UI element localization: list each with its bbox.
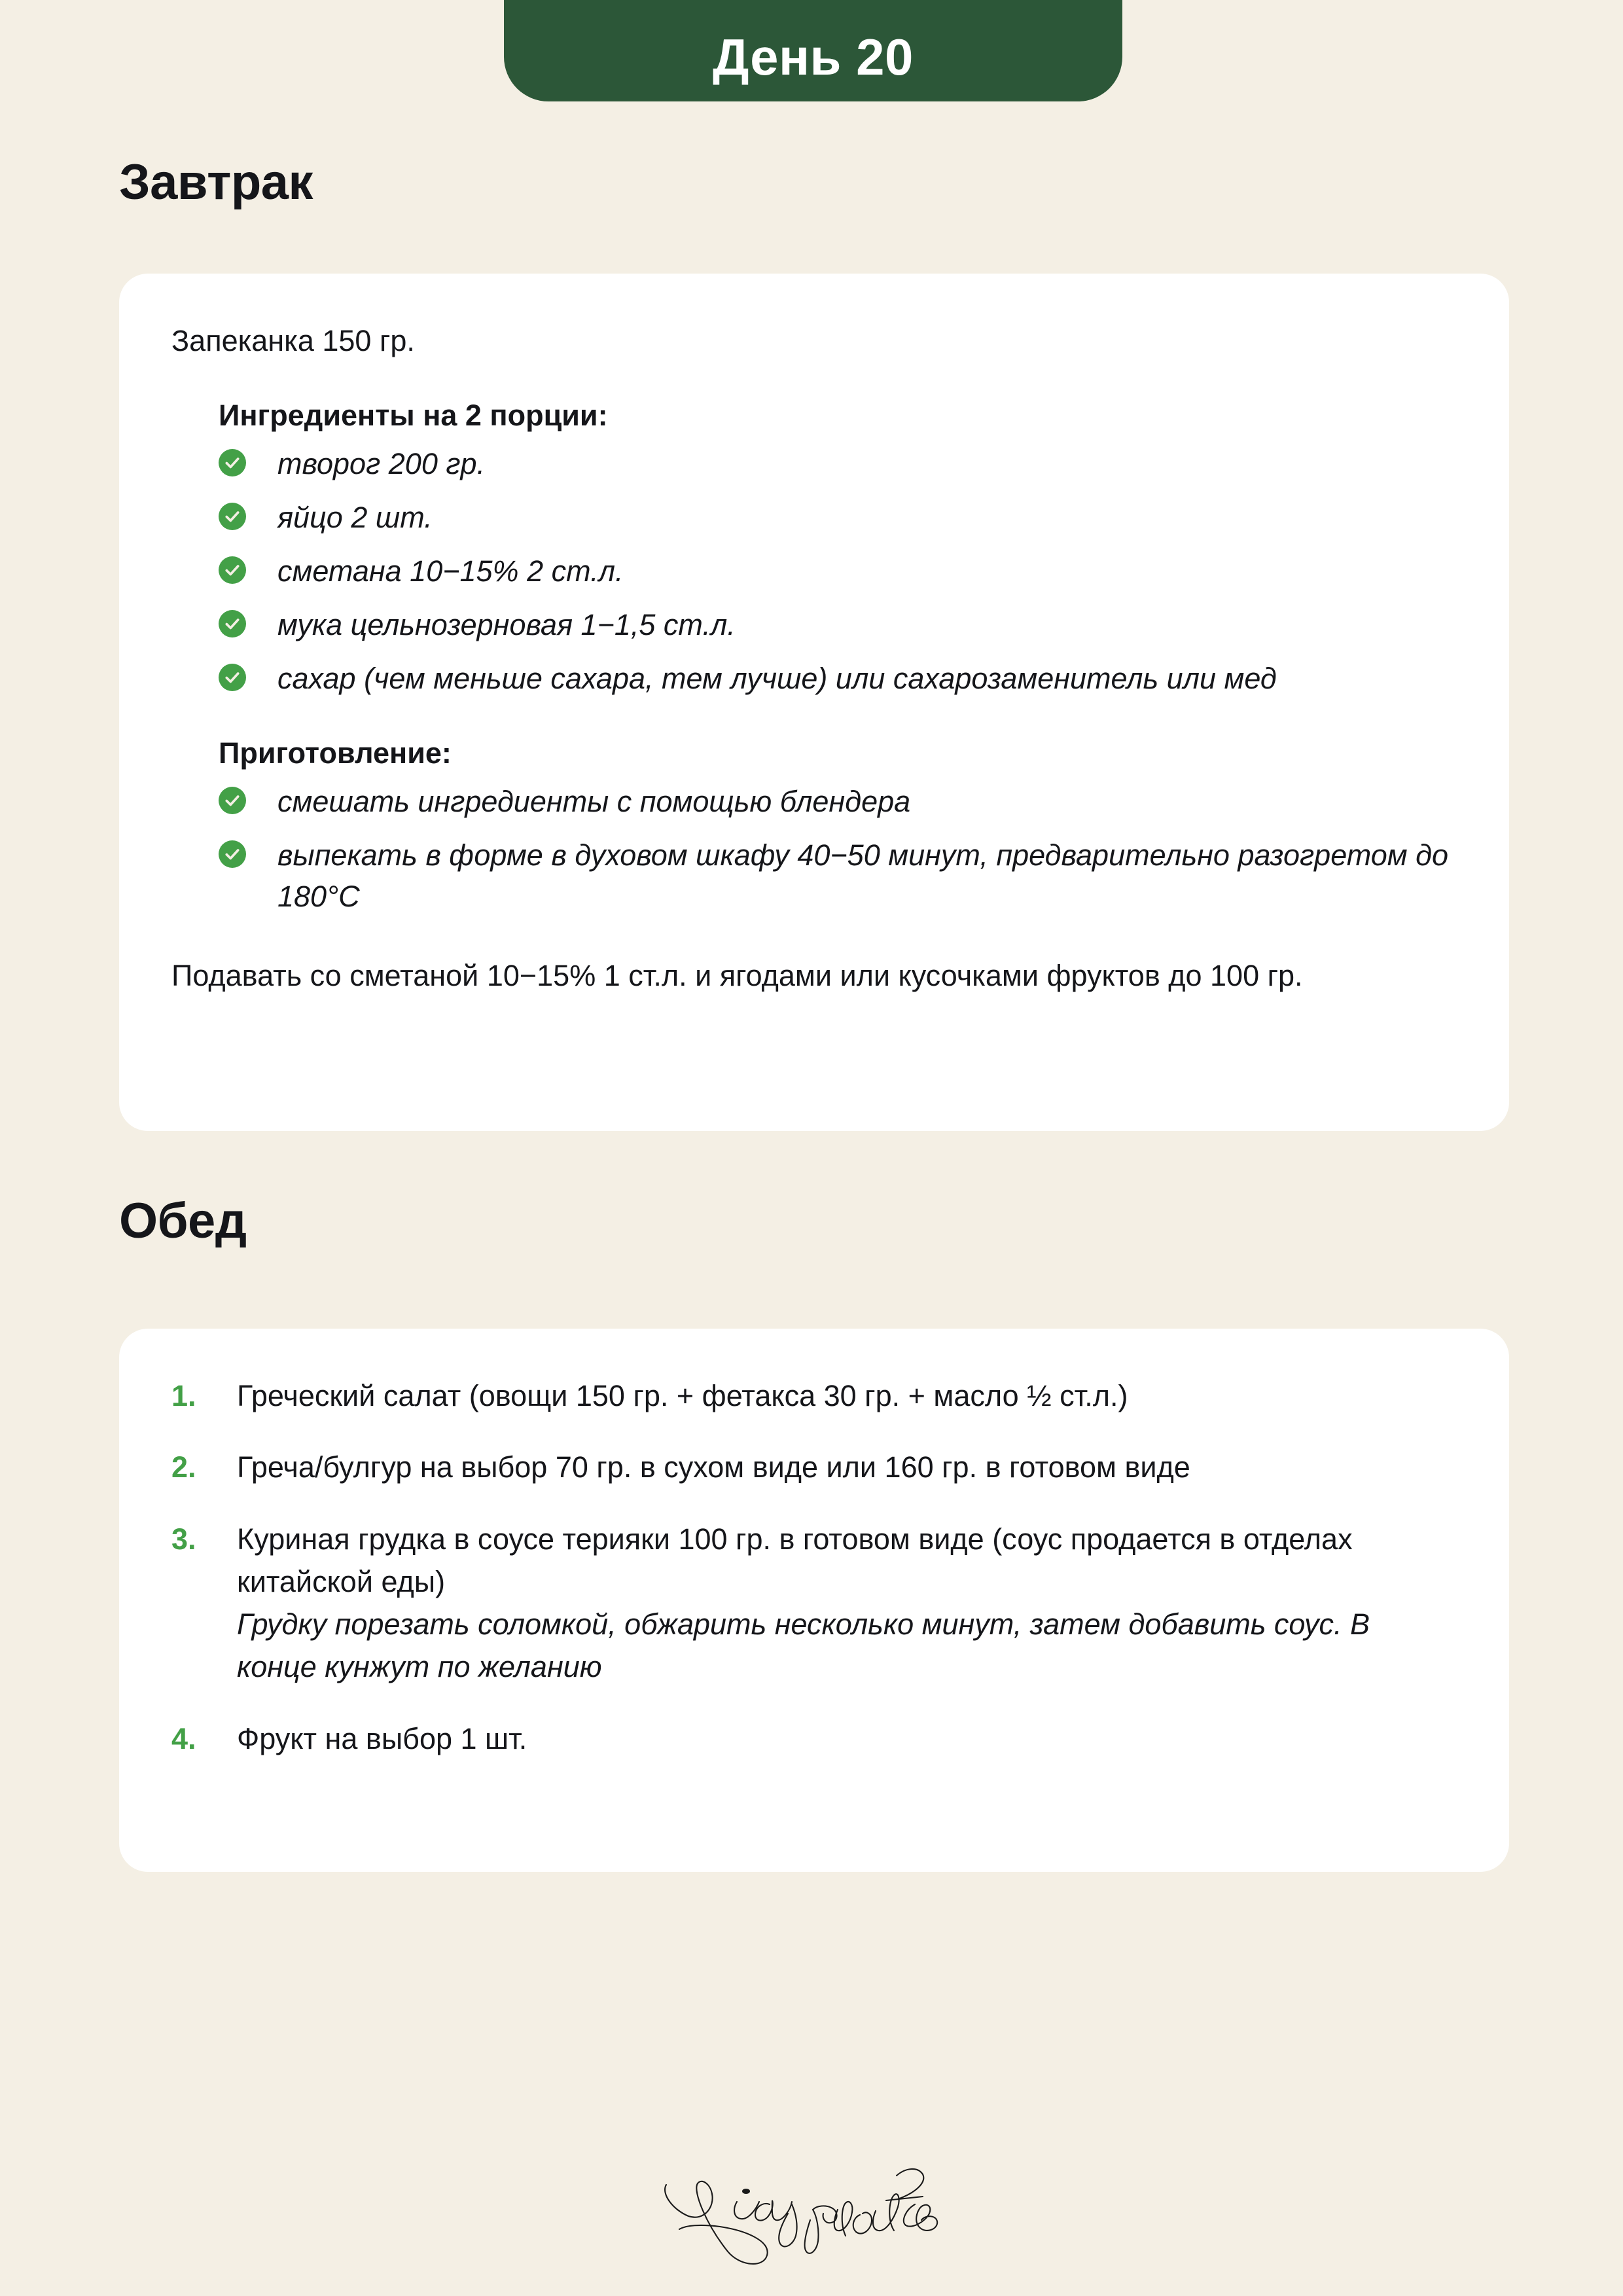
preparation-item — [219, 781, 1457, 823]
lunch-card-content — [119, 1329, 1509, 1760]
lunch-item-text: Куриная грудка в соусе терияки 100 гр. в готовом виде (соус продается в отделах китайской еды) — [237, 1522, 1353, 1598]
ingredient-label: сахар (чем меньше сахара, тем лучше) или сахарозаменитель или мед — [277, 661, 1277, 695]
section-heading-breakfast: Завтрак — [119, 154, 313, 210]
check-circle-icon — [219, 610, 246, 637]
lunch-item-note: Грудку порезать соломкой, обжарить несколько минут, затем добавить соус. В конце кунжут по желанию — [237, 1607, 1370, 1684]
breakfast-card-content — [119, 274, 1509, 997]
ingredient-label: яйцо 2 шт. — [277, 501, 433, 535]
preparation-heading: Приготовление: — [219, 736, 452, 770]
preparation-label: выпекать в форме в духовом шкафу 40−50 минут, предварительно разогретом до 180°C — [277, 838, 1448, 914]
lunch-list-item — [171, 1717, 1457, 1760]
list-number: 3. — [171, 1522, 196, 1556]
lunch-item-text: Фрукт на выбор 1 шт. — [237, 1721, 527, 1755]
check-circle-icon — [219, 556, 246, 584]
lunch-list-item — [171, 1374, 1457, 1417]
list-number: 4. — [171, 1721, 196, 1755]
check-circle-icon — [219, 503, 246, 530]
lunch-item-text: Греча/булгур на выбор 70 гр. в сухом виде или 160 гр. в готовом виде — [237, 1450, 1190, 1484]
preparation-item — [219, 834, 1457, 918]
ingredient-item — [219, 658, 1457, 700]
ingredient-label: творог 200 гр. — [277, 447, 486, 481]
lunch-list — [171, 1374, 1457, 1760]
list-number: 2. — [171, 1450, 196, 1484]
check-circle-icon — [219, 664, 246, 691]
preparation-list — [171, 781, 1457, 918]
check-circle-icon — [219, 840, 246, 868]
lunch-list-item — [171, 1518, 1457, 1689]
day-badge — [504, 0, 1122, 101]
breakfast-dish-title: Запеканка 150 гр. — [171, 324, 415, 357]
ingredient-item — [219, 550, 1457, 592]
signature-watermark — [0, 2153, 1623, 2278]
breakfast-card — [119, 274, 1509, 1131]
check-circle-icon — [219, 787, 246, 814]
section-heading-lunch: Обед — [119, 1193, 247, 1249]
lunch-list-item — [171, 1446, 1457, 1488]
ingredient-item — [219, 604, 1457, 646]
list-number: 1. — [171, 1379, 196, 1412]
ingredients-heading: Ингредиенты на 2 порции: — [219, 399, 608, 433]
ingredient-label: сметана 10−15% 2 ст.л. — [277, 554, 624, 588]
ingredient-label: мука цельнозерновая 1−1,5 ст.л. — [277, 607, 736, 641]
lunch-item-text: Греческий салат (овощи 150 гр. + фетакса 30 гр. + масло ½ ст.л.) — [237, 1379, 1128, 1412]
ingredient-item — [219, 443, 1457, 485]
breakfast-closing-note: Подавать со сметаной 10−15% 1 ст.л. и ягодами или кусочками фруктов до 100 гр. — [171, 959, 1303, 993]
check-circle-icon — [219, 449, 246, 476]
ingredients-list — [171, 443, 1457, 699]
lunch-card — [119, 1329, 1509, 1872]
signature-icon — [641, 2153, 982, 2278]
day-badge-label: День 20 — [713, 28, 914, 86]
preparation-label: смешать ингредиенты с помощью блендера — [277, 784, 911, 818]
ingredient-item — [219, 497, 1457, 539]
